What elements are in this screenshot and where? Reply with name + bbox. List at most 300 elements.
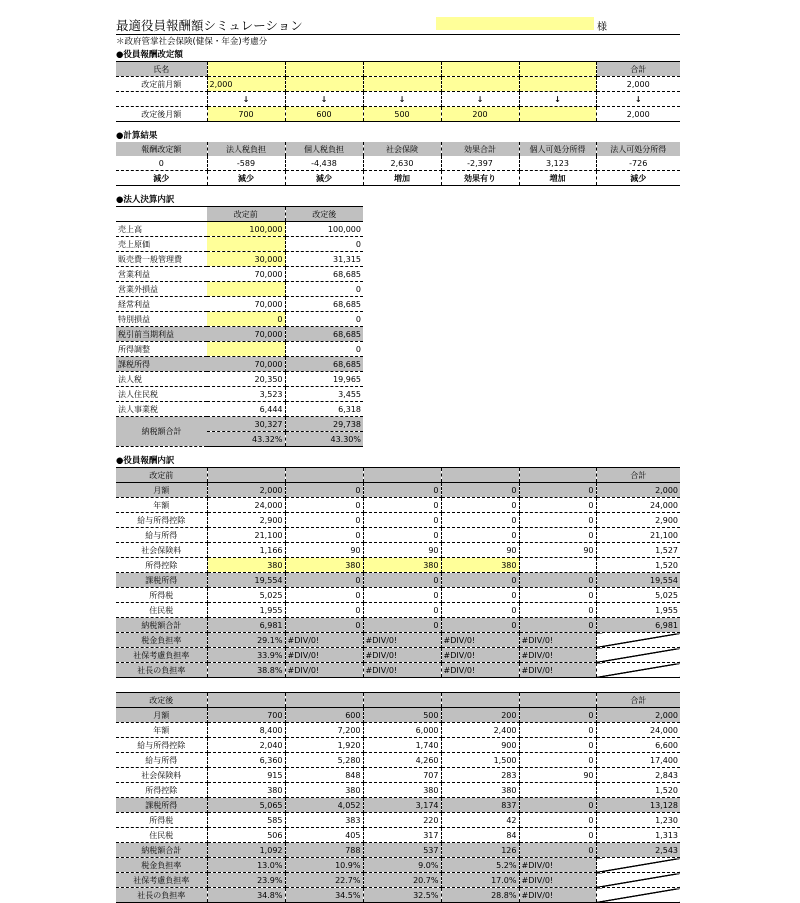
officer-rate-cell: 13.0% [207,858,285,873]
officer-value-cell[interactable]: 380 [363,558,441,573]
officer-row [116,813,680,828]
officer-rate-row [116,663,680,678]
officer-value-cell: 200 [441,708,519,723]
officer-value-cell: 0 [441,513,519,528]
officer-value-cell: 24,000 [207,498,285,513]
officer-rate-cell: 22.7% [285,873,363,888]
officer-value-cell: 788 [285,843,363,858]
name-cell[interactable] [207,62,285,77]
after-amount-cell[interactable]: 600 [285,107,363,122]
officer-value-cell: 915 [207,768,285,783]
officer-value-cell: 6,360 [207,753,285,768]
corp-before-cell: 20,350 [207,372,285,387]
officer-row [116,738,680,753]
corp-row [116,357,363,372]
corp-after-cell: 68,685 [285,357,363,372]
officer-value-cell: 506 [207,828,285,843]
officer-row-label: 給与所得 [116,528,207,543]
officer-row [116,828,680,843]
header-blank [519,468,596,483]
officer-row [116,798,680,813]
officer-before-table [116,467,680,678]
officer-value-cell: 900 [441,738,519,753]
officer-total-cell: 2,543 [596,843,680,858]
diagonal-blank-cell [596,888,680,903]
officer-value-cell: 2,900 [207,513,285,528]
officer-value-cell: 0 [519,813,596,828]
officer-row-label: 納税額合計 [116,843,207,858]
officer-value-cell: 5,065 [207,798,285,813]
officer-row [116,783,680,798]
down-arrow-icon: ↓ [207,92,285,107]
officer-value-cell: 537 [363,843,441,858]
officer-rate-label: 社保考慮負担率 [116,873,207,888]
result-results-cell: 効果有り [441,171,519,186]
officer-value-cell: 500 [363,708,441,723]
corp-after-cell: 68,685 [285,327,363,342]
officer-value-cell: 4,052 [285,798,363,813]
corp-row-label: 税引前当期利益 [116,327,207,342]
after-monthly-label: 改定後月額 [116,107,207,122]
tax-total-before: 30,327 [207,417,285,432]
result-results-cell: 増加 [519,171,596,186]
simulation-sheet [116,14,680,903]
officer-value-cell: 1,955 [207,603,285,618]
officer-rate-row [116,648,680,663]
corp-row-label: 所得調整 [116,342,207,357]
corp-after-cell: 100,000 [285,222,363,237]
result-values-cell: -4,438 [285,156,363,171]
officer-total-cell: 13,128 [596,798,680,813]
officer-row-label: 所得税 [116,813,207,828]
officer-row [116,768,680,783]
officer-row [116,573,680,588]
down-arrow-icon: ↓ [519,92,596,107]
result-headers-cell: 効果合計 [441,142,519,156]
officer-row-label: 納税額合計 [116,618,207,633]
officer-rate-cell: 29.1% [207,633,285,648]
total-header: 合計 [596,62,680,77]
officer-total-cell: 2,900 [596,513,680,528]
arrow-spacer [116,92,207,107]
result-headers-cell: 法人税負担 [207,142,285,156]
corp-row-label: 法人事業税 [116,402,207,417]
officer-value-cell: 837 [441,798,519,813]
officer-value-cell: 0 [519,588,596,603]
officer-total-cell: 17,400 [596,753,680,768]
result-values-cell: -726 [596,156,680,171]
result-results-cell: 減少 [116,171,207,186]
before-amount-cell[interactable] [441,77,519,92]
officer-rate-cell: #DIV/0! [285,663,363,678]
officer-value-cell[interactable]: 380 [285,558,363,573]
corp-before-cell[interactable] [207,342,285,357]
officer-value-cell: 700 [207,708,285,723]
officer-rate-cell: 28.8% [441,888,519,903]
officer-row [116,498,680,513]
before-amount-cell[interactable] [519,77,596,92]
officer-value-cell: 0 [441,588,519,603]
corp-before-cell: 6,444 [207,402,285,417]
officer-rate-row [116,888,680,903]
officer-value-cell: 21,100 [207,528,285,543]
name-cell[interactable] [441,62,519,77]
officer-value-cell: 84 [441,828,519,843]
officer-value-cell: 0 [285,573,363,588]
officer-total-cell: 24,000 [596,723,680,738]
officer-value-cell: 380 [441,783,519,798]
client-name-input[interactable] [436,17,594,30]
officer-value-cell: 0 [519,513,596,528]
officer-total-cell: 1,520 [596,783,680,798]
corp-row-label: 課税所得 [116,357,207,372]
officer-value-cell: 0 [441,528,519,543]
officer-value-cell: 6,000 [363,723,441,738]
officer-value-cell: 0 [285,513,363,528]
officer-rate-cell: #DIV/0! [519,663,596,678]
results-table [116,142,680,186]
officer-value-cell: 5,280 [285,753,363,768]
corp-before-cell: 70,000 [207,267,285,282]
officer-total-cell: 1,955 [596,603,680,618]
tax-rate-before: 43.32% [207,432,285,447]
corp-row-label: 法人住民税 [116,387,207,402]
corp-row [116,282,363,297]
officer-value-cell: 0 [519,498,596,513]
header-blank [519,693,596,708]
officer-value-cell: 585 [207,813,285,828]
corp-row [116,387,363,402]
officer-row [116,558,680,573]
officer-value-cell: 90 [519,543,596,558]
officer-value-cell: 7,200 [285,723,363,738]
header-blank [207,693,285,708]
after-section-label: 改定後 [116,693,207,708]
corp-row [116,312,363,327]
officer-value-cell: 0 [363,588,441,603]
officer-rate-cell: #DIV/0! [363,633,441,648]
result-values-cell: 3,123 [519,156,596,171]
section-title-revision: ●役員報酬改定額 [116,50,183,60]
corp-after-cell: 68,685 [285,267,363,282]
officer-row [116,513,680,528]
officer-row [116,543,680,558]
corp-row-label: 経常利益 [116,297,207,312]
officer-rate-cell: #DIV/0! [285,648,363,663]
corp-after-cell: 68,685 [285,297,363,312]
section-title-corporate: ●法人決算内訳 [116,195,175,205]
officer-value-cell: 6,981 [207,618,285,633]
officer-value-cell: 0 [519,828,596,843]
name-cell[interactable] [363,62,441,77]
after-amount-cell[interactable] [519,107,596,122]
result-results-cell: 減少 [207,171,285,186]
name-cell[interactable] [285,62,363,77]
officer-rate-cell: 32.5% [363,888,441,903]
corp-row-label: 営業外損益 [116,282,207,297]
result-headers-cell: 個人税負担 [285,142,363,156]
officer-rate-cell: 9.0% [363,858,441,873]
officer-value-cell: 0 [519,603,596,618]
officer-value-cell [519,558,596,573]
officer-rate-cell: #DIV/0! [519,888,596,903]
officer-value-cell: 42 [441,813,519,828]
officer-value-cell: 220 [363,813,441,828]
header-blank [285,468,363,483]
officer-value-cell: 3,174 [363,798,441,813]
after-amount-cell[interactable]: 700 [207,107,285,122]
section-title-results: ●計算結果 [116,131,158,141]
result-values-cell: 0 [116,156,207,171]
officer-rate-cell: 20.7% [363,873,441,888]
diagonal-blank-cell [596,858,680,873]
officer-value-cell: 1,092 [207,843,285,858]
officer-value-cell: 0 [363,483,441,498]
before-section-label: 改定前 [116,468,207,483]
corp-header-blank [116,207,207,222]
title-bar [116,14,680,35]
officer-rate-cell: #DIV/0! [363,663,441,678]
officer-value-cell: 90 [441,543,519,558]
officer-value-cell[interactable]: 380 [441,558,519,573]
corp-after-cell: 19,965 [285,372,363,387]
officer-value-cell: 5,025 [207,588,285,603]
officer-total-cell: 1,313 [596,828,680,843]
officer-row-label: 給与所得 [116,753,207,768]
result-headers-cell: 社会保険 [363,142,441,156]
result-values-cell: 2,630 [363,156,441,171]
header-blank [285,693,363,708]
corp-row [116,222,363,237]
before-monthly-label: 改定前月額 [116,77,207,92]
officer-rate-cell: 17.0% [441,873,519,888]
result-results-cell: 減少 [596,171,680,186]
corp-before-cell[interactable]: 100,000 [207,222,285,237]
diagonal-blank-cell [596,633,680,648]
officer-value-cell: 0 [519,843,596,858]
corp-before-cell: 70,000 [207,357,285,372]
officer-row [116,708,680,723]
officer-rate-label: 税金負担率 [116,858,207,873]
officer-rate-label: 社長の負担率 [116,663,207,678]
diagonal-blank-cell [596,648,680,663]
officer-rate-row [116,873,680,888]
corp-before-cell[interactable] [207,282,285,297]
officer-row [116,618,680,633]
officer-value-cell: 19,554 [207,573,285,588]
corp-col-after: 改定後 [285,207,363,222]
corp-after-cell: 0 [285,312,363,327]
officer-value-cell: 0 [519,573,596,588]
name-header: 氏名 [116,62,207,77]
officer-value-cell: 126 [441,843,519,858]
officer-value-cell: 2,040 [207,738,285,753]
corp-after-cell: 0 [285,237,363,252]
officer-value-cell: 0 [441,498,519,513]
officer-value-cell: 0 [285,528,363,543]
officer-value-cell: 0 [519,528,596,543]
officer-value-cell: 90 [363,543,441,558]
officer-rate-cell: 10.9% [285,858,363,873]
diagonal-blank-cell [596,873,680,888]
officer-total-cell: 19,554 [596,573,680,588]
officer-row [116,588,680,603]
corp-row-label: 営業利益 [116,267,207,282]
officer-row-label: 月額 [116,483,207,498]
officer-total-cell: 2,000 [596,708,680,723]
result-headers-cell: 報酬改定額 [116,142,207,156]
officer-rate-cell: 34.5% [285,888,363,903]
header-blank [441,468,519,483]
diagonal-blank-cell [596,663,680,678]
officer-row [116,528,680,543]
officer-rate-cell: #DIV/0! [441,648,519,663]
officer-rate-cell: 23.9% [207,873,285,888]
officer-rate-cell: #DIV/0! [519,648,596,663]
officer-value-cell: 0 [363,513,441,528]
officer-value-cell: 848 [285,768,363,783]
officer-row-label: 所得控除 [116,558,207,573]
officer-rate-cell: #DIV/0! [285,633,363,648]
total-header: 合計 [596,468,680,483]
down-arrow-icon: ↓ [285,92,363,107]
after-amount-cell[interactable]: 200 [441,107,519,122]
officer-value-cell: 1,920 [285,738,363,753]
corp-row-label: 売上原価 [116,237,207,252]
officer-value-cell: 383 [285,813,363,828]
corp-before-cell[interactable] [207,237,285,252]
corp-row [116,402,363,417]
corp-before-cell[interactable]: 0 [207,312,285,327]
officer-row [116,753,680,768]
corp-before-cell: 70,000 [207,327,285,342]
header-blank [441,693,519,708]
officer-value-cell[interactable]: 380 [207,558,285,573]
officer-value-cell: 380 [207,783,285,798]
header-blank [207,468,285,483]
corp-after-cell: 0 [285,342,363,357]
result-results-cell: 増加 [363,171,441,186]
officer-rate-cell: #DIV/0! [519,633,596,648]
officer-value-cell: 2,000 [207,483,285,498]
officer-value-cell: 0 [519,483,596,498]
officer-value-cell: 0 [363,618,441,633]
corp-after-cell: 0 [285,282,363,297]
officer-value-cell: 707 [363,768,441,783]
officer-value-cell: 0 [285,498,363,513]
after-amount-cell[interactable]: 500 [363,107,441,122]
officer-row-label: 社会保険料 [116,768,207,783]
corp-after-cell: 3,455 [285,387,363,402]
officer-value-cell: 0 [519,708,596,723]
result-headers-cell: 個人可処分所得 [519,142,596,156]
corp-row [116,297,363,312]
result-results-cell: 減少 [285,171,363,186]
header-blank [363,468,441,483]
officer-value-cell: 8,400 [207,723,285,738]
officer-row-label: 所得税 [116,588,207,603]
officer-rate-cell: 33.9% [207,648,285,663]
officer-row-label: 年額 [116,498,207,513]
officer-value-cell: 0 [285,588,363,603]
officer-total-cell: 6,600 [596,738,680,753]
officer-value-cell: 0 [363,498,441,513]
officer-value-cell: 0 [363,603,441,618]
officer-row-label: 年額 [116,723,207,738]
corp-row [116,372,363,387]
officer-rate-cell: #DIV/0! [441,663,519,678]
officer-row [116,603,680,618]
officer-row-label: 課税所得 [116,798,207,813]
officer-value-cell: 90 [285,543,363,558]
officer-value-cell: 0 [519,723,596,738]
corp-row [116,327,363,342]
corp-col-before: 改定前 [207,207,285,222]
officer-rate-row [116,633,680,648]
officer-value-cell: 380 [285,783,363,798]
down-arrow-icon: ↓ [596,92,680,107]
officer-total-cell: 1,527 [596,543,680,558]
officer-row-label: 給与所得控除 [116,513,207,528]
officer-value-cell: 4,260 [363,753,441,768]
officer-rate-label: 社長の負担率 [116,888,207,903]
officer-row [116,483,680,498]
honorific-label: 様 [597,22,607,33]
officer-total-cell: 24,000 [596,498,680,513]
result-values-cell: -589 [207,156,285,171]
officer-value-cell: 1,166 [207,543,285,558]
officer-value-cell: 0 [519,618,596,633]
corp-before-cell: 3,523 [207,387,285,402]
officer-total-cell: 2,000 [596,483,680,498]
header-blank [363,693,441,708]
corporate-table [116,206,363,447]
officer-row-label: 所得控除 [116,783,207,798]
officer-value-cell: 0 [519,798,596,813]
officer-rate-row [116,858,680,873]
revision-table [116,61,680,122]
before-amount-cell[interactable] [363,77,441,92]
officer-rate-cell: #DIV/0! [519,873,596,888]
officer-value-cell: 0 [285,618,363,633]
name-cell[interactable] [519,62,596,77]
before-amount-cell[interactable] [285,77,363,92]
tax-total-after: 29,738 [285,417,363,432]
officer-rate-cell: #DIV/0! [441,633,519,648]
tax-total-label: 納税額合計 [116,417,207,447]
officer-row [116,843,680,858]
officer-row-label: 住民税 [116,828,207,843]
officer-row-label: 住民税 [116,603,207,618]
corp-row-label: 特別損益 [116,312,207,327]
officer-row-label: 社会保険料 [116,543,207,558]
before-amount-cell[interactable]: 2,000 [207,77,285,92]
officer-row-label: 給与所得控除 [116,738,207,753]
officer-rate-cell: 34.8% [207,888,285,903]
officer-value-cell [519,783,596,798]
officer-value-cell: 600 [285,708,363,723]
officer-total-cell: 2,843 [596,768,680,783]
officer-value-cell: 0 [363,528,441,543]
officer-value-cell: 0 [441,573,519,588]
officer-rate-cell: #DIV/0! [363,648,441,663]
officer-value-cell: 0 [441,483,519,498]
officer-value-cell: 90 [519,768,596,783]
officer-rate-cell: 5.2% [441,858,519,873]
officer-value-cell: 1,500 [441,753,519,768]
corp-before-cell[interactable]: 30,000 [207,252,285,267]
corp-after-cell: 31,315 [285,252,363,267]
